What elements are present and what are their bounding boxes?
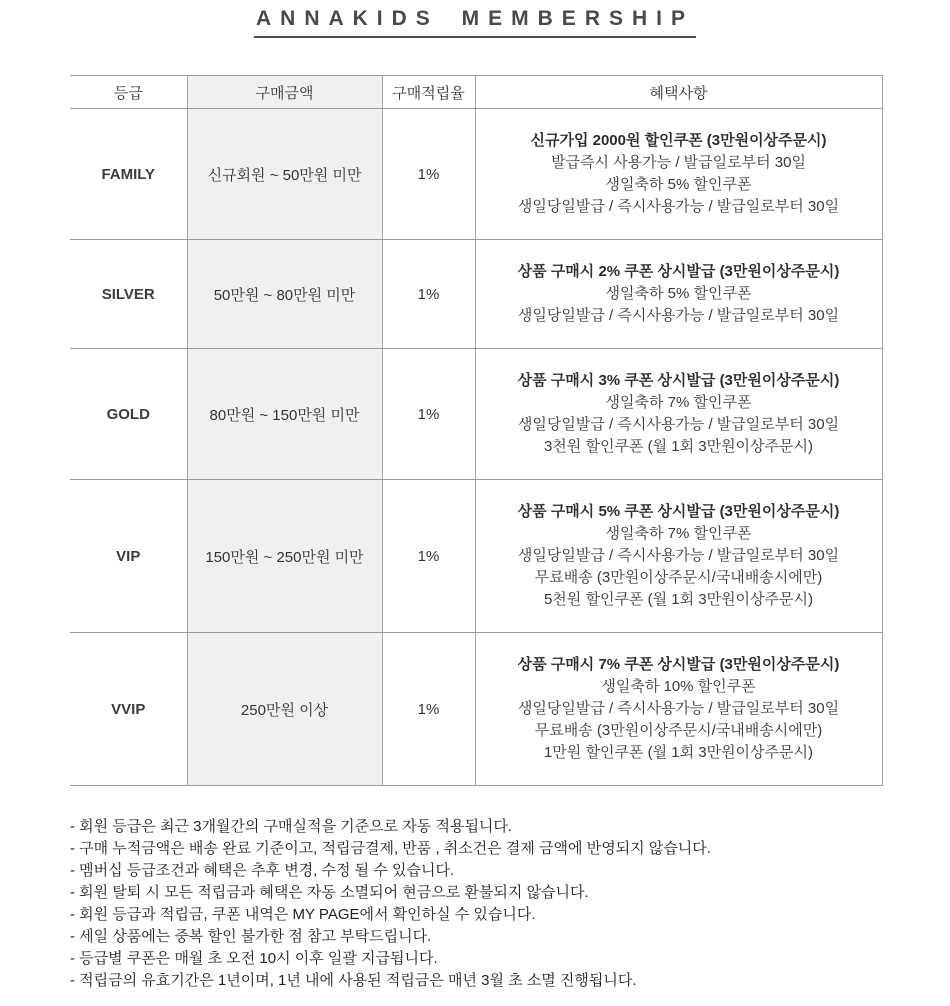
- benefits-cell: [475, 480, 882, 633]
- benefit-headline: 상품 구매시 2% 쿠폰 상시발급 (3만원이상주문시): [517, 263, 840, 280]
- grade-cell: FAMILY: [70, 109, 187, 240]
- note-item: - 회원 탈퇴 시 모든 적립금과 혜택은 자동 소멸되어 현금으로 환불되지 않습니다.: [70, 884, 589, 901]
- note-item: - 회원 등급과 적립금, 쿠폰 내역은 MY PAGE에서 확인하실 수 있습니다.: [70, 906, 536, 923]
- benefit-line: 생일당일발급 / 즉시사용가능 / 발급일로부터 30일: [517, 307, 840, 324]
- table-row-family: [70, 109, 882, 240]
- amount-cell: 80만원 ~ 150만원 미만: [187, 349, 382, 480]
- table-row-vip: [70, 480, 882, 633]
- header-cell-benefits: 혜택사항: [475, 76, 882, 109]
- benefit-line: 생일당일발급 / 즉시사용가능 / 발급일로부터 30일: [517, 700, 840, 717]
- table-row-silver: [70, 240, 882, 349]
- benefit-line: 무료배송 (3만원이상주문시/국내배송시에만): [534, 722, 823, 739]
- rate-cell: 1%: [382, 633, 475, 786]
- table-header-row: [70, 76, 882, 109]
- benefit-line: 무료배송 (3만원이상주문시/국내배송시에만): [534, 569, 823, 586]
- rate-cell: 1%: [382, 480, 475, 633]
- rate-cell: 1%: [382, 349, 475, 480]
- rate-cell: 1%: [382, 240, 475, 349]
- amount-cell: 50만원 ~ 80만원 미만: [187, 240, 382, 349]
- amount-cell: 신규회원 ~ 50만원 미만: [187, 109, 382, 240]
- table-row-vvip: [70, 633, 882, 786]
- header-cell-rate: 구매적립율: [382, 76, 475, 109]
- benefit-headline: 신규가입 2000원 할인쿠폰 (3만원이상주문시): [530, 132, 827, 149]
- notes-section: [70, 816, 950, 1006]
- benefits-cell: [475, 109, 882, 240]
- benefit-line: 생일축하 5% 할인쿠폰: [605, 285, 752, 302]
- benefit-headline: 상품 구매시 7% 쿠폰 상시발급 (3만원이상주문시): [517, 656, 840, 673]
- note-item: - 멤버십 등급조건과 혜택은 추후 변경, 수정 될 수 있습니다.: [70, 862, 455, 879]
- benefit-line: 1만원 할인쿠폰 (월 1회 3만원이상주문시): [543, 744, 814, 761]
- benefit-line: 생일당일발급 / 즉시사용가능 / 발급일로부터 30일: [517, 198, 840, 215]
- title-container: [0, 0, 950, 38]
- benefits-cell: [475, 349, 882, 480]
- note-item: - 구매 누적금액은 배송 완료 기준이고, 적립금결제, 반품 , 취소건은 결제 금액에 반영되지 않습니다.: [70, 840, 711, 857]
- amount-cell: 250만원 이상: [187, 633, 382, 786]
- benefits-cell: [475, 633, 882, 786]
- note-item: - 적립금의 유효기간은 1년이며, 1년 내에 사용된 적립금은 매년 3월 초 소멸 진행됩니다.: [70, 972, 637, 989]
- header-cell-amount: 구매금액: [187, 76, 382, 109]
- benefit-line: 생일축하 5% 할인쿠폰: [605, 176, 752, 193]
- benefit-line: 생일축하 7% 할인쿠폰: [605, 525, 752, 542]
- rate-cell: 1%: [382, 109, 475, 240]
- table-row-gold: [70, 349, 882, 480]
- benefit-headline: 상품 구매시 3% 쿠폰 상시발급 (3만원이상주문시): [517, 372, 840, 389]
- page-title: ANNAKIDS MEMBERSHIP: [254, 7, 696, 38]
- benefit-line: 3천원 할인쿠폰 (월 1회 3만원이상주문시): [543, 438, 814, 455]
- header-cell-grade: 등급: [70, 76, 187, 109]
- benefit-line: 생일축하 7% 할인쿠폰: [605, 394, 752, 411]
- amount-cell: 150만원 ~ 250만원 미만: [187, 480, 382, 633]
- note-item: - 회원 등급은 최근 3개월간의 구매실적을 기준으로 자동 적용됩니다.: [70, 818, 513, 835]
- benefit-headline: 상품 구매시 5% 쿠폰 상시발급 (3만원이상주문시): [517, 503, 840, 520]
- note-item: - 등급별 쿠폰은 매월 초 오전 10시 이후 일괄 지급됩니다.: [70, 950, 438, 967]
- benefit-line: 생일당일발급 / 즉시사용가능 / 발급일로부터 30일: [517, 547, 840, 564]
- benefit-line: 생일축하 10% 할인쿠폰: [601, 678, 756, 695]
- grade-cell: SILVER: [70, 240, 187, 349]
- benefit-line: 발급즉시 사용가능 / 발급일로부터 30일: [551, 154, 806, 171]
- grade-cell: VIP: [70, 480, 187, 633]
- benefits-cell: [475, 240, 882, 349]
- benefit-line: 5천원 할인쿠폰 (월 1회 3만원이상주문시): [543, 591, 814, 608]
- note-item: - 세일 상품에는 중복 할인 불가한 점 참고 부탁드립니다.: [70, 928, 432, 945]
- membership-table: [70, 75, 883, 786]
- grade-cell: VVIP: [70, 633, 187, 786]
- benefit-line: 생일당일발급 / 즉시사용가능 / 발급일로부터 30일: [517, 416, 840, 433]
- grade-cell: GOLD: [70, 349, 187, 480]
